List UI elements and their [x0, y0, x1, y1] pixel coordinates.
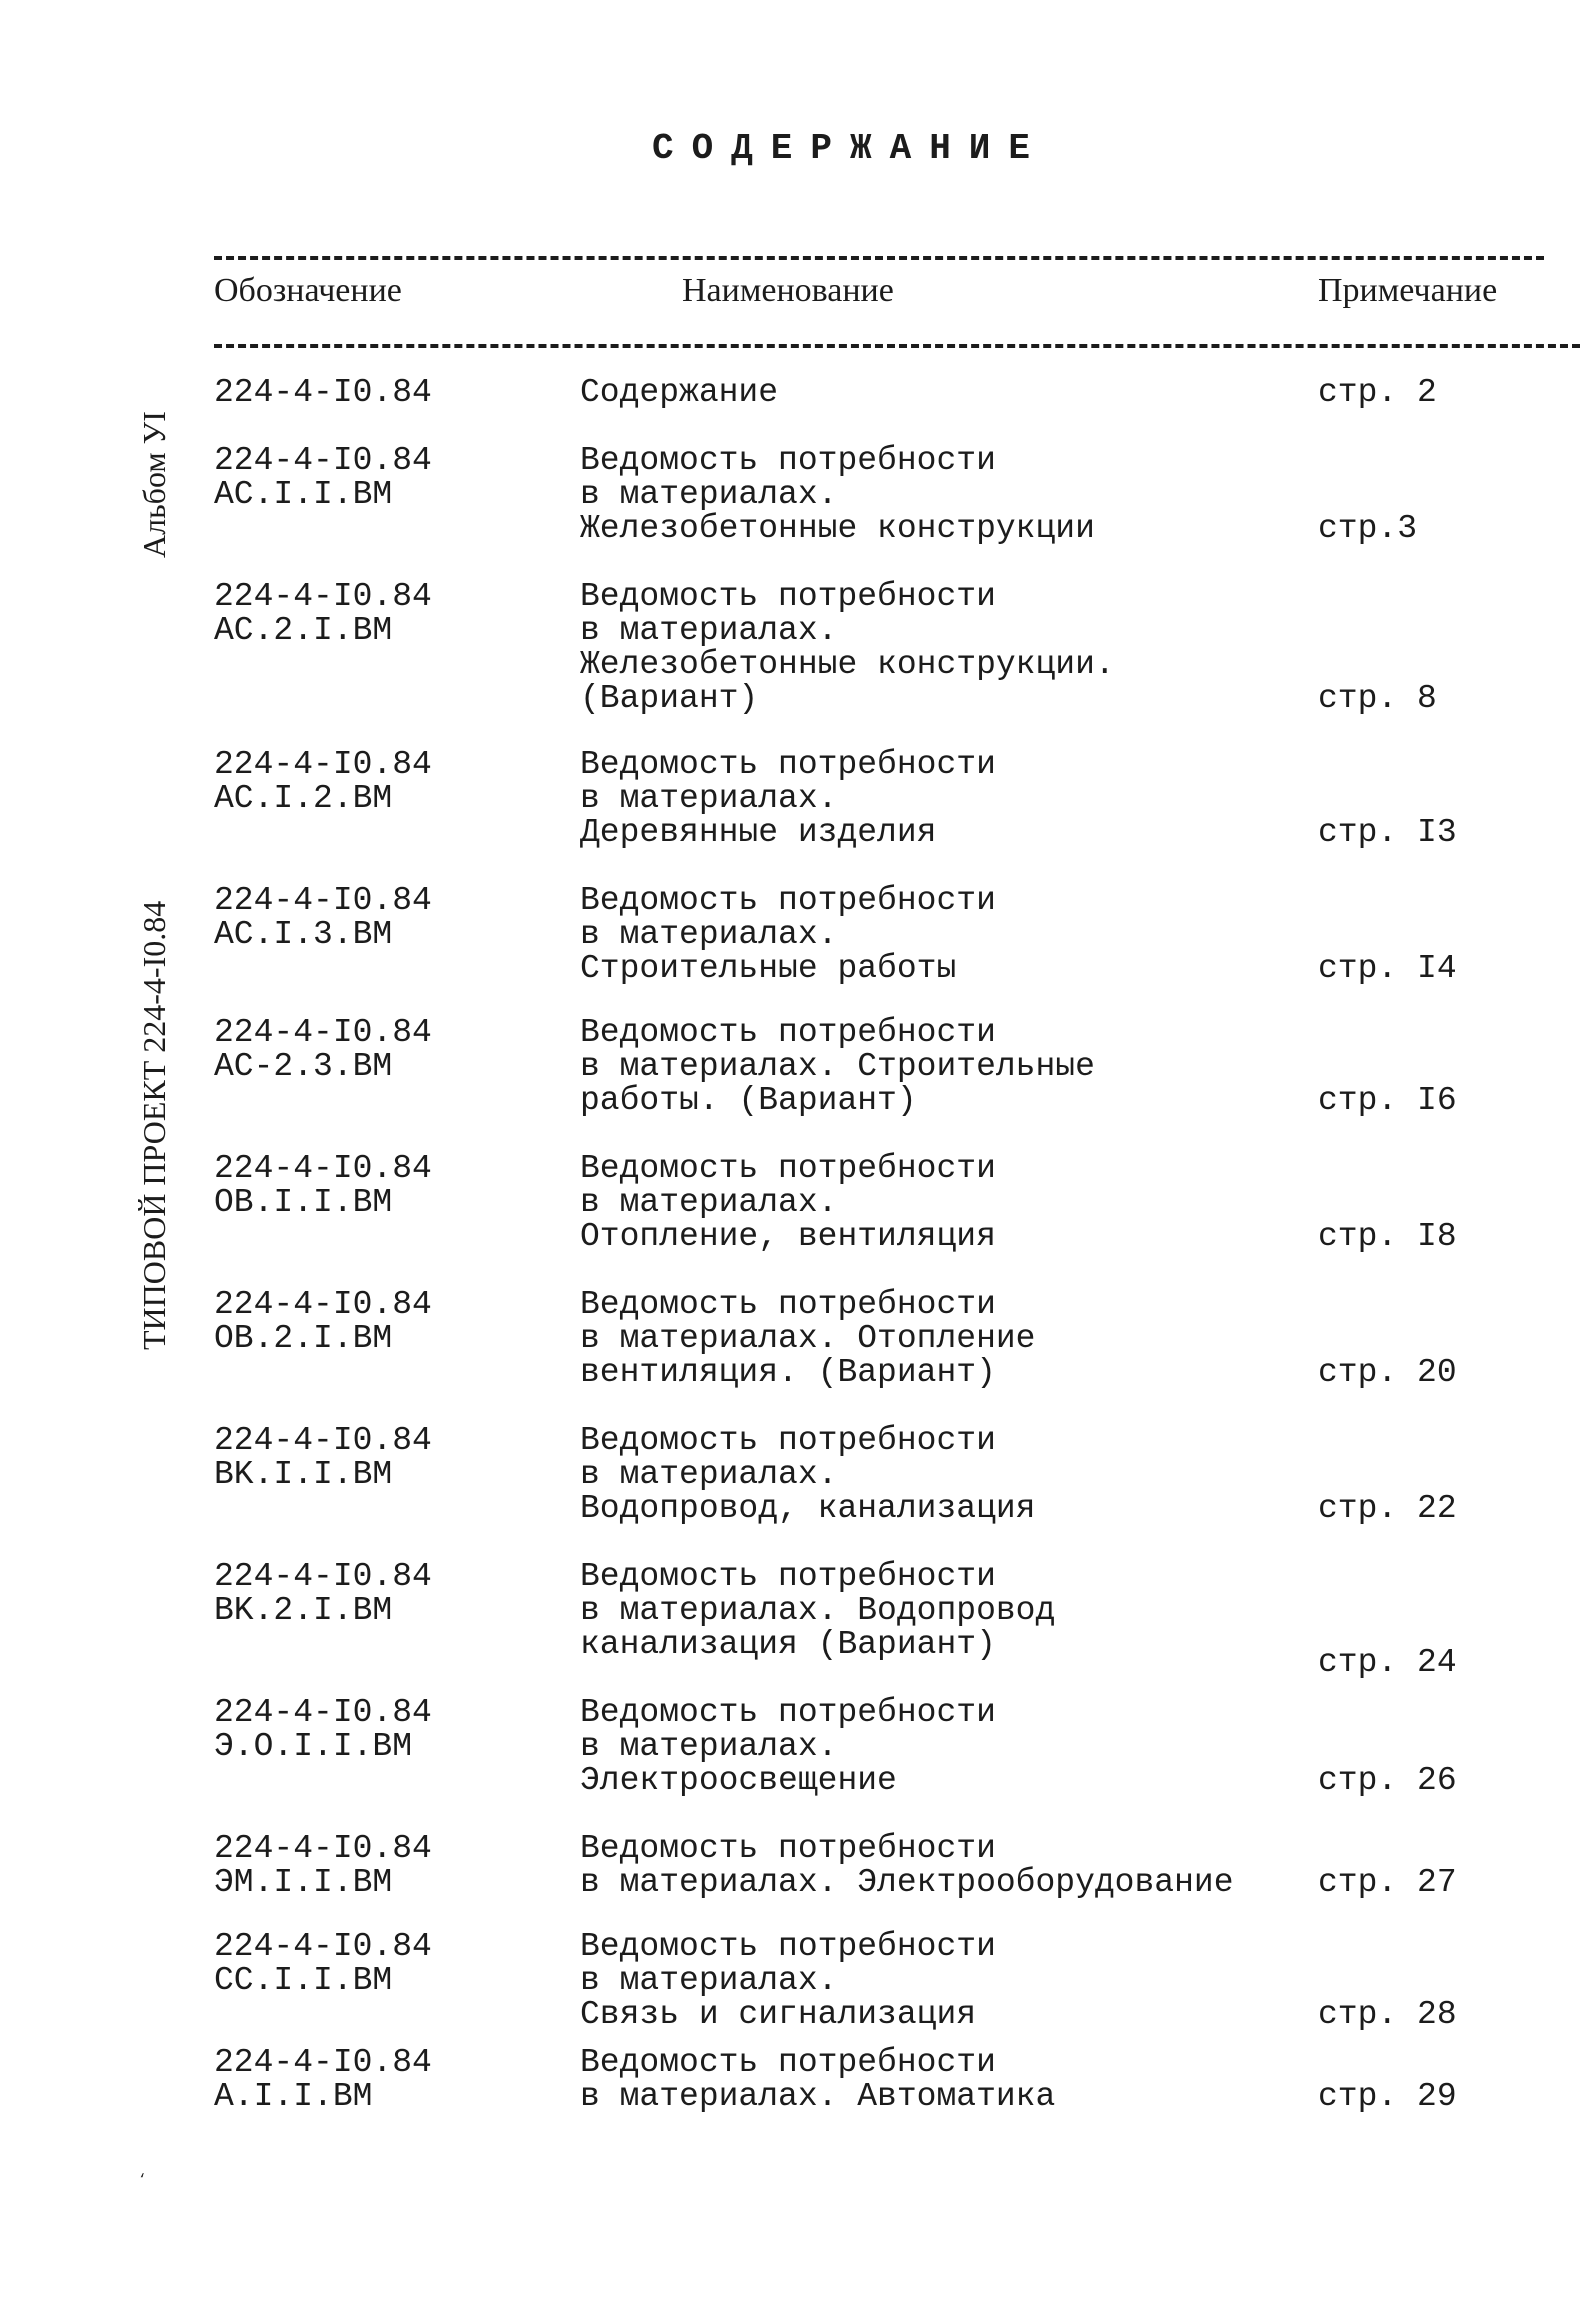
name-line: в материалах. — [580, 1962, 838, 1999]
name-line: Ведомость потребности — [580, 442, 996, 479]
row-name — [580, 748, 996, 850]
row-name — [580, 1288, 1035, 1390]
name-line: Ведомость потребности — [580, 1830, 996, 1867]
name-line: в материалах. — [580, 476, 838, 513]
row-page-ref: стр. 27 — [1318, 1864, 1457, 1901]
row-name — [580, 376, 778, 410]
name-line: Ведомость потребности — [580, 1558, 996, 1595]
designation-line: OB.2.I.BM — [214, 1320, 393, 1357]
name-line: в материалах. Электрооборудование — [580, 1864, 1234, 1901]
name-line: Строительные работы — [580, 950, 957, 987]
row-page-ref: стр. I8 — [1318, 1218, 1457, 1255]
row-name — [580, 580, 1115, 716]
row-designation — [214, 1288, 432, 1356]
row-page-ref: стр. 28 — [1318, 1996, 1457, 2033]
designation-line: 224-4-I0.84 — [214, 1014, 432, 1051]
row-name — [580, 1696, 996, 1798]
designation-line: Э.О.I.I.BM — [214, 1728, 413, 1765]
designation-line: AC-2.3.BM — [214, 1048, 393, 1085]
name-line: Водопровод, канализация — [580, 1490, 1036, 1527]
designation-line: 224-4-I0.84 — [214, 2044, 432, 2081]
row-page-ref: стр.3 — [1318, 510, 1418, 547]
designation-line: AC.I.2.BM — [214, 780, 393, 817]
designation-line: 224-4-I0.84 — [214, 1694, 432, 1731]
designation-line: 224-4-I0.84 — [214, 1422, 432, 1459]
row-name — [580, 2046, 1055, 2114]
name-line: Ведомость потребности — [580, 1422, 996, 1459]
name-line: в материалах. Отопление — [580, 1320, 1036, 1357]
name-line: Ведомость потребности — [580, 1150, 996, 1187]
row-name — [580, 884, 996, 986]
designation-line: BK.I.I.BM — [214, 1456, 393, 1493]
name-line: Ведомость потребности — [580, 578, 996, 615]
name-line: в материалах. Строительные — [580, 1048, 1095, 1085]
designation-line: ЭМ.I.I.BM — [214, 1864, 393, 1901]
row-page-ref: стр. 2 — [1318, 374, 1437, 411]
row-page-ref: стр. 8 — [1318, 680, 1437, 717]
name-line: Ведомость потребности — [580, 746, 996, 783]
designation-line: 224-4-I0.84 — [214, 746, 432, 783]
row-designation — [214, 1016, 432, 1084]
row-designation — [214, 1424, 432, 1492]
name-line: Ведомость потребности — [580, 882, 996, 919]
designation-line: AC.I.I.BM — [214, 476, 393, 513]
name-line: в материалах. — [580, 1456, 838, 1493]
row-name — [580, 1832, 1234, 1900]
header-designation: Обозначение — [214, 272, 402, 309]
designation-line: 224-4-I0.84 — [214, 1928, 432, 1965]
name-line: канализация (Вариант) — [580, 1626, 996, 1663]
row-page-ref: стр. 20 — [1318, 1354, 1457, 1391]
row-page-ref: стр. 24 — [1318, 1644, 1457, 1681]
row-designation — [214, 1832, 432, 1900]
designation-line: CC.I.I.BM — [214, 1962, 393, 1999]
name-line: в материалах. — [580, 1728, 838, 1765]
row-page-ref: стр. 29 — [1318, 2078, 1457, 2115]
name-line: Ведомость потребности — [580, 1694, 996, 1731]
page-speck: ‘ — [138, 2172, 147, 2188]
row-designation — [214, 444, 432, 512]
designation-line: 224-4-I0.84 — [214, 1286, 432, 1323]
name-line: в материалах. — [580, 612, 838, 649]
row-name — [580, 444, 1095, 546]
row-name — [580, 1016, 1095, 1118]
row-designation — [214, 2046, 432, 2114]
side-label-album: Альбом УI — [136, 411, 172, 558]
header-top-rule — [214, 256, 1544, 260]
row-page-ref: стр. 26 — [1318, 1762, 1457, 1799]
name-line: Ведомость потребности — [580, 1928, 996, 1965]
name-line: Железобетонные конструкции. — [580, 646, 1115, 683]
header-name: Наименование — [682, 272, 894, 309]
name-line: в материалах. — [580, 916, 838, 953]
row-designation — [214, 1560, 432, 1628]
designation-line: 224-4-I0.84 — [214, 1830, 432, 1867]
designation-line: 224-4-I0.84 — [214, 578, 432, 615]
designation-line: BK.2.I.BM — [214, 1592, 393, 1629]
designation-line: 224-4-I0.84 — [214, 442, 432, 479]
name-line: в материалах. Автоматика — [580, 2078, 1056, 2115]
name-line: Ведомость потребности — [580, 1014, 996, 1051]
name-line: работы. (Вариант) — [580, 1082, 917, 1119]
name-line: в материалах. — [580, 1184, 838, 1221]
row-name — [580, 1152, 996, 1254]
header-bottom-rule — [214, 344, 1580, 348]
name-line: Деревянные изделия — [580, 814, 937, 851]
name-line: вентиляция. (Вариант) — [580, 1354, 996, 1391]
row-designation — [214, 1696, 432, 1764]
name-line: в материалах. — [580, 780, 838, 817]
designation-line: A.I.I.BM — [214, 2078, 373, 2115]
row-page-ref: стр. 22 — [1318, 1490, 1457, 1527]
row-name — [580, 1424, 1035, 1526]
row-name — [580, 1930, 996, 2032]
name-line: (Вариант) — [580, 680, 759, 717]
row-page-ref: стр. I6 — [1318, 1082, 1457, 1119]
row-name — [580, 1560, 1055, 1662]
name-line: Отопление, вентиляция — [580, 1218, 996, 1255]
row-designation — [214, 748, 432, 816]
designation-line: OB.I.I.BM — [214, 1184, 393, 1221]
side-label-project: ТИПОВОЙ ПРОЕКТ 224-4-I0.84 — [136, 900, 172, 1350]
designation-line: 224-4-I0.84 — [214, 374, 432, 411]
row-page-ref: стр. I4 — [1318, 950, 1457, 987]
name-line: Связь и сигнализация — [580, 1996, 977, 2033]
designation-line: 224-4-I0.84 — [214, 1558, 432, 1595]
designation-line: AC.2.I.BM — [214, 612, 393, 649]
header-note: Примечание — [1318, 272, 1498, 309]
name-line: Ведомость потребности — [580, 1286, 996, 1323]
name-line: Ведомость потребности — [580, 2044, 996, 2081]
row-designation — [214, 1930, 432, 1998]
name-line: в материалах. Водопровод — [580, 1592, 1056, 1629]
name-line: Железобетонные конструкции — [580, 510, 1095, 547]
name-line: Содержание — [580, 374, 779, 411]
name-line: Электроосвещение — [580, 1762, 897, 1799]
row-designation — [214, 884, 432, 952]
designation-line: 224-4-I0.84 — [214, 882, 432, 919]
designation-line: AC.I.3.BM — [214, 916, 393, 953]
row-designation — [214, 376, 432, 410]
row-designation — [214, 1152, 432, 1220]
row-page-ref: стр. I3 — [1318, 814, 1457, 851]
row-designation — [214, 580, 432, 648]
designation-line: 224-4-I0.84 — [214, 1150, 432, 1187]
page-title: СОДЕРЖАНИЕ — [651, 128, 1049, 169]
